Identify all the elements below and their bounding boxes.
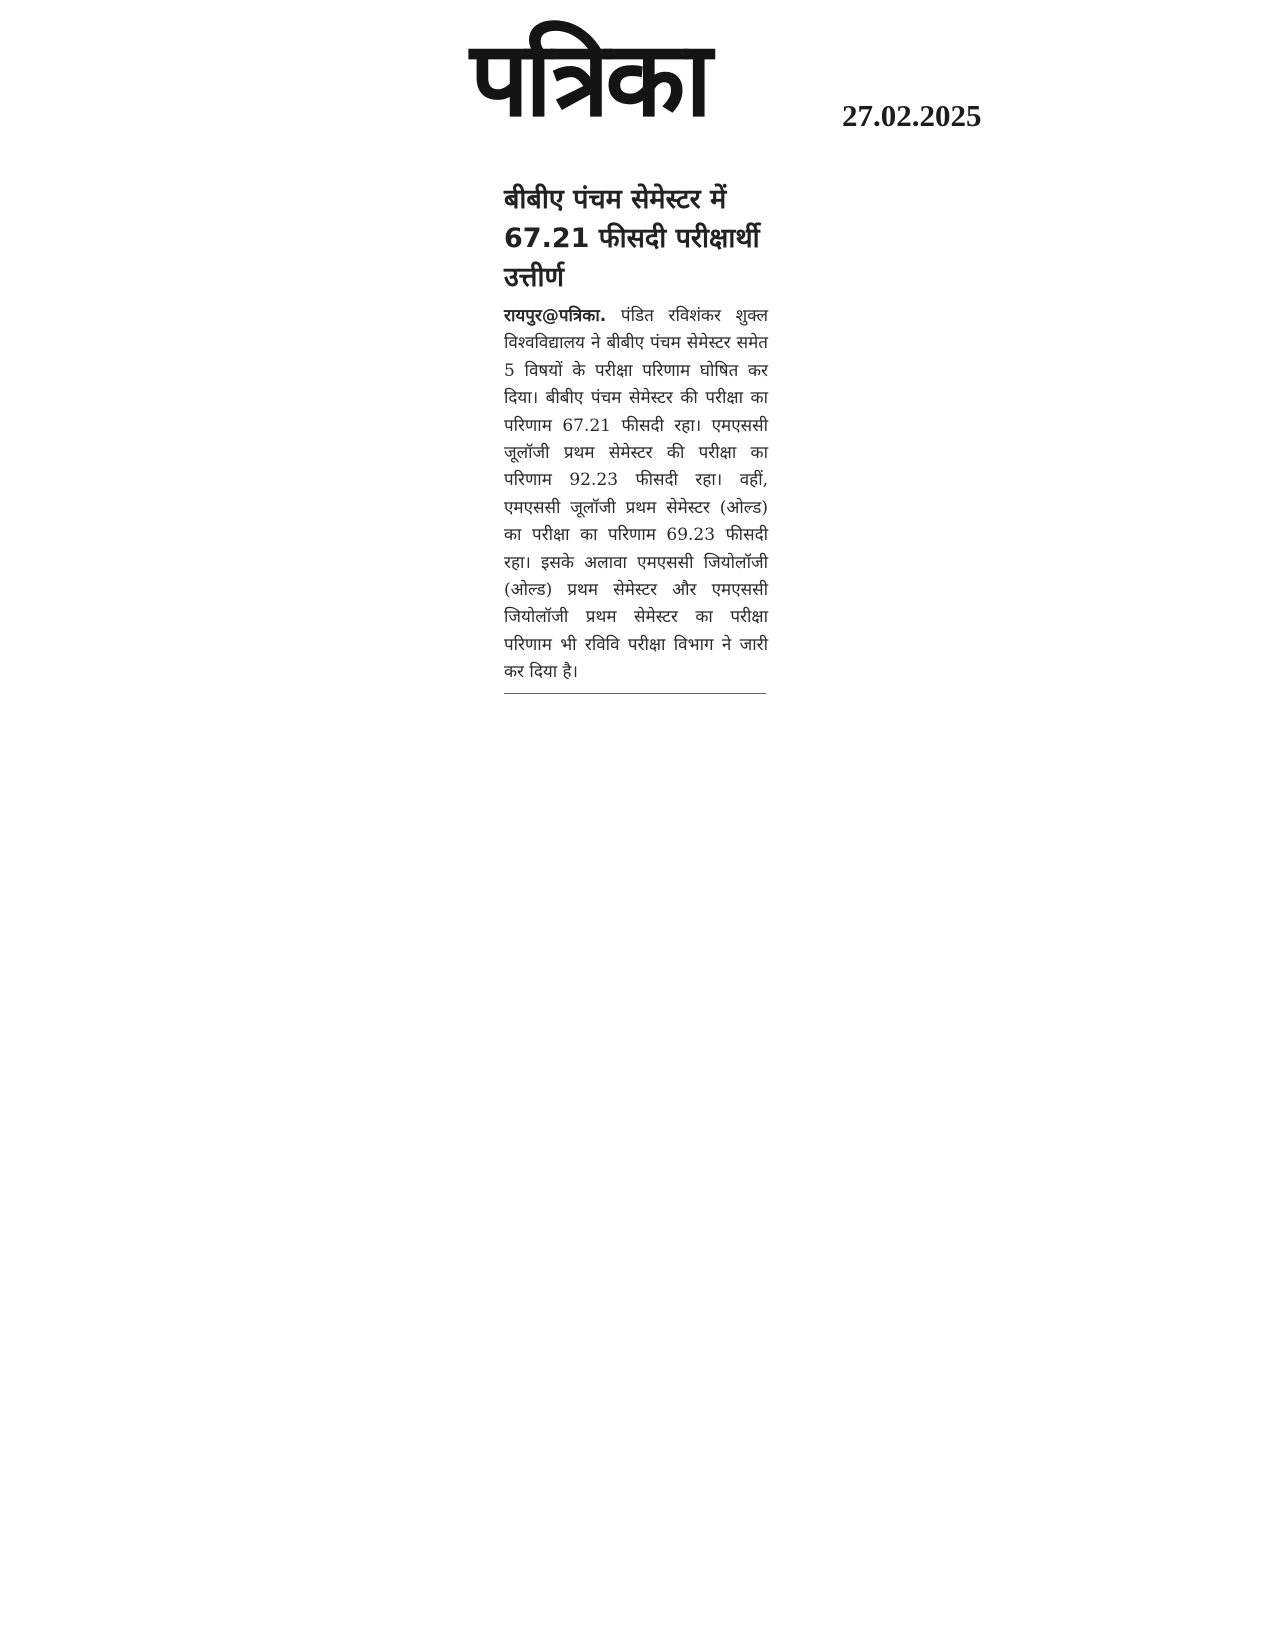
publication-date: 27.02.2025 <box>842 98 982 133</box>
article-headline: बीबीए पंचम सेमेस्टर में 67.21 फीसदी परीक्षार्थी उत्तीर्ण <box>504 184 760 293</box>
masthead-logo-text: पत्रिका <box>470 17 709 140</box>
article-body-text: पंडित रविशंकर शुक्ल विश्वविद्यालय ने बीबीए पंचम सेमेस्टर समेत 5 विषयों के परीक्षा परिणाम घोषित कर दिया। बीबीए पंचम सेमेस्टर की परीक्षा का परिणाम 67.21 फीसदी रहा। एमएससी जूलॉजी प्रथम सेमेस्टर की परीक्षा का परिणाम 92.23 फीसदी रहा। वहीं, एमएससी जूलॉजी प्रथम सेमेस्टर (ओल्ड) का परीक्षा का परिणाम 69.23 फीसदी रहा। इसके अलावा एमएससी जियोलॉजी (ओल्ड) प्रथम सेमेस्टर और एमएससी जियोलॉजी प्रथम सेमेस्टर का परीक्षा परिणाम भी रविवि परीक्षा विभाग ने जारी कर दिया है। <box>504 306 768 683</box>
article-bottom-rule <box>504 693 766 694</box>
article-body <box>504 303 768 687</box>
newspaper-masthead-logo <box>470 14 800 144</box>
news-article <box>504 180 768 694</box>
article-dateline: रायपुर@पत्रिका. <box>504 306 607 326</box>
